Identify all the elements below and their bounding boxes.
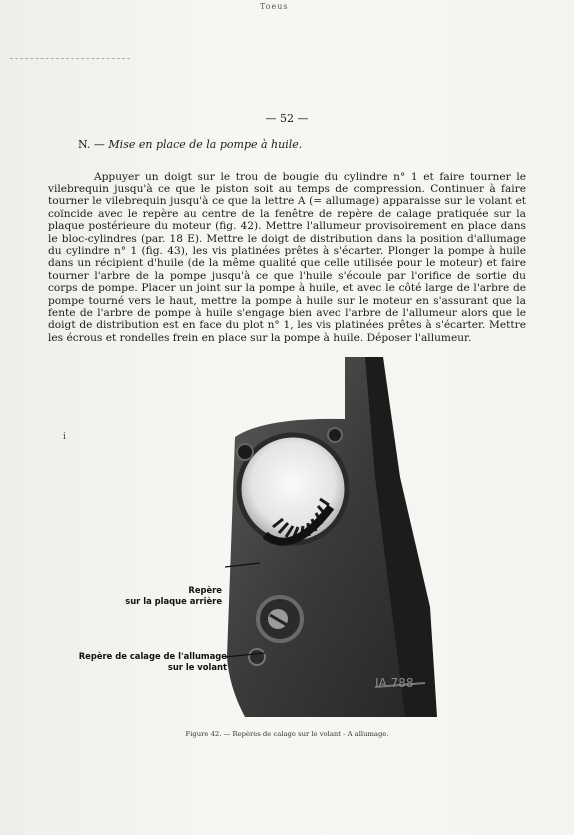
section-label: N. — (78, 138, 105, 151)
page-number: — 52 — (265, 112, 309, 125)
figure-caption: Figure 42. — Repères de calage sur le volant - A allumage. (185, 730, 389, 738)
photo-stamp: IA 788 (375, 676, 414, 690)
callout-flywheel-timing-mark: Repère de calage de l'allumage sur le volant (78, 651, 227, 672)
flywheel-photo (225, 357, 437, 717)
body-paragraph: Appuyer un doigt sur le trou de bougie du cylindre n° 1 et faire tourner le vilebrequin jusqu'à ce que le piston soit au temps de compression. Continuer à faire tourner le vilebrequin jusqu'à ce que la lettre A (= allumage) apparaisse sur le volant et coïncide avec le repère au centre de la fenêtre de repère de calage pratiquée sur la plaque postérieure du moteur (fig. 42). Mettre l'allumeur provisoirement en place dans le bloc-cylindres (par. 18 E). Mettre le doigt de distribution dans la position d'allumage du cylindre n° 1 (fig. 43), les vis platinées prêtes à s'écarter. Plonger la pompe à huile dans un récipient d'huile (de la même qualité que celle utilisée pour le moteur) et faire tourner l'arbre de la pompe jusqu'à ce que l'huile s'écoule par l'orifice de sortie du corps de pompe. Placer un joint sur la pompe à huile, et avec le côté large de l'arbre de pompe tourné vers le haut, mettre la pompe à huile sur le moteur en s'assurant que la fente de l'arbre de pompe à huile s'engage bien avec l'arbre de l'allumeur alors que le doigt de distribution est en face du plot n° 1, les vis platinées prêtes à s'écarter. Mettre les écrous et rondelles frein en place sur la pompe à huile. Déposer l'allumeur. (48, 170, 526, 344)
section-title: Mise en place de la pompe à huile. (108, 138, 303, 151)
callout-rear-plate-mark: Repère sur la plaque arrière (125, 585, 222, 606)
running-head: Toeus (260, 2, 289, 11)
section-heading (78, 138, 302, 151)
stray-mark: i (63, 432, 66, 442)
bleed-through-rule (10, 58, 130, 59)
